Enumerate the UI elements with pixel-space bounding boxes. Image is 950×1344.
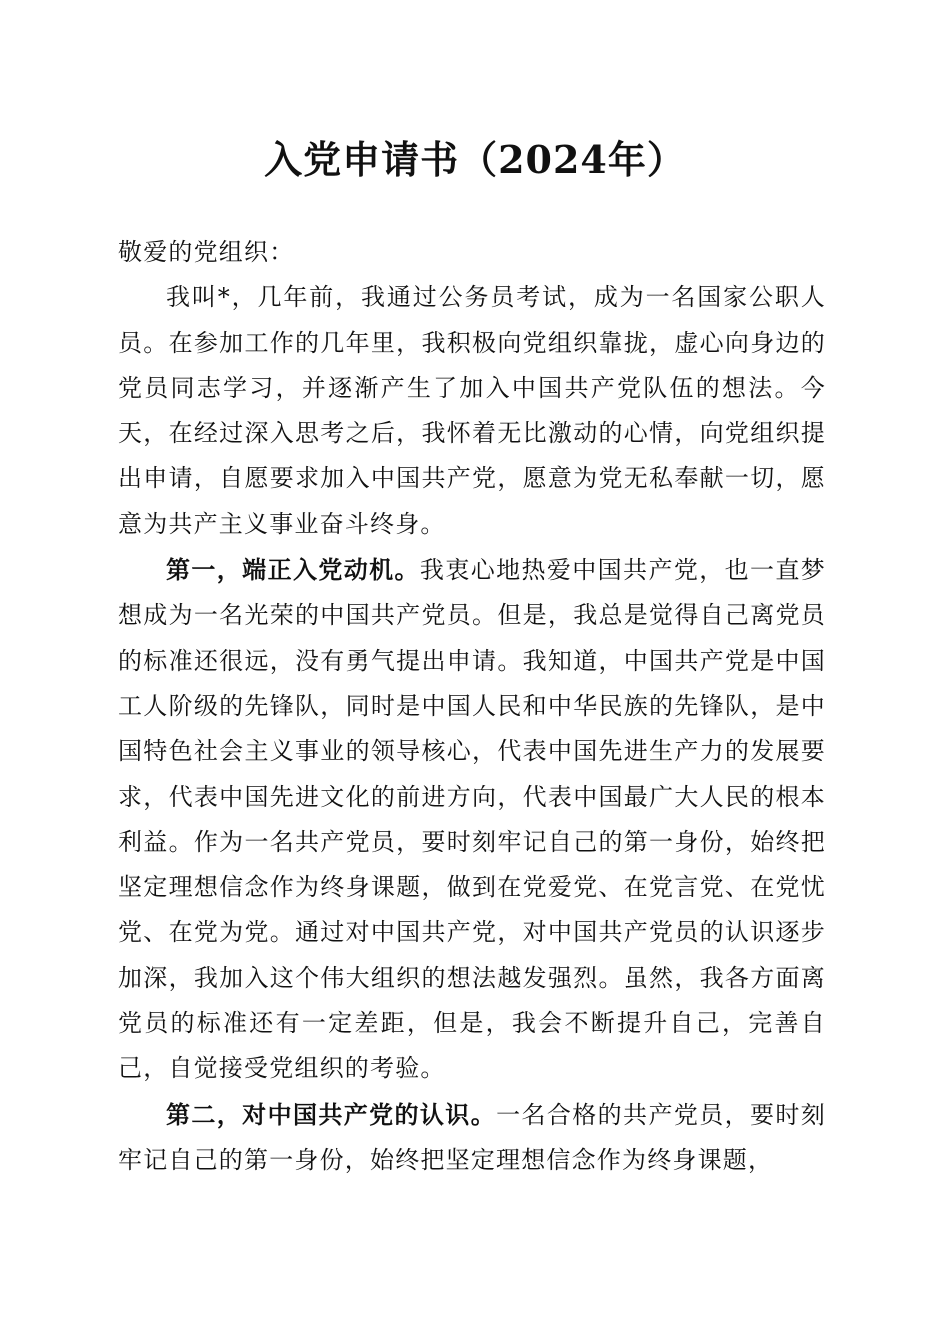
paragraph-understanding bbox=[118, 1092, 826, 1184]
document-title: 入党申请书（2024年） bbox=[264, 137, 686, 182]
paragraph-motive bbox=[118, 547, 826, 1092]
paragraph-text: 我叫*，几年前，我通过公务员考试，成为一名国家公职人员。在参加工作的几年里，我积极向党组织靠拢，虚心向身边的党员同志学习，并逐渐产生了加入中国共产党队伍的想法。今天，在经过深入思考之后，我怀着无比激动的心情，向党组织提出申请，自愿要求加入中国共产党，愿意为党无私奉献一切，愿意为共产主义事业奋斗终身。 bbox=[118, 283, 826, 538]
paragraph-intro bbox=[118, 275, 826, 547]
paragraph-text: 我衷心地热爱中国共产党，也一直梦想成为一名光荣的中国共产党员。但是，我总是觉得自己离党员的标准还很远，没有勇气提出申请。我知道，中国共产党是中国工人阶级的先锋队，同时是中国人民和中华民族的先锋队，是中国特色社会主义事业的领导核心，代表中国先进生产力的发展要求，代表中国先进文化的前进方向，代表中国最广大人民的根本利益。作为一名共产党员，要时刻牢记自己的第一身份，始终把坚定理想信念作为终身课题，做到在党爱党、在党言党、在党忧党、在党为党。通过对中国共产党，对中国共产党员的认识逐步加深，我加入这个伟大组织的想法越发强烈。虽然，我各方面离党员的标准还有一定差距，但是，我会不断提升自己，完善自己，自觉接受党组织的考验。 bbox=[118, 556, 826, 1083]
document-body bbox=[118, 230, 826, 1183]
paragraph-heading: 第一，端正入党动机。 bbox=[166, 555, 420, 585]
paragraph-text: 一名合格的共产党员，要时刻牢记自己的第一身份，始终把坚定理想信念作为终身课题， bbox=[118, 1100, 826, 1174]
paragraph-heading: 第二，对中国共产党的认识。 bbox=[166, 1099, 497, 1129]
salutation: 敬爱的党组织： bbox=[118, 238, 295, 266]
